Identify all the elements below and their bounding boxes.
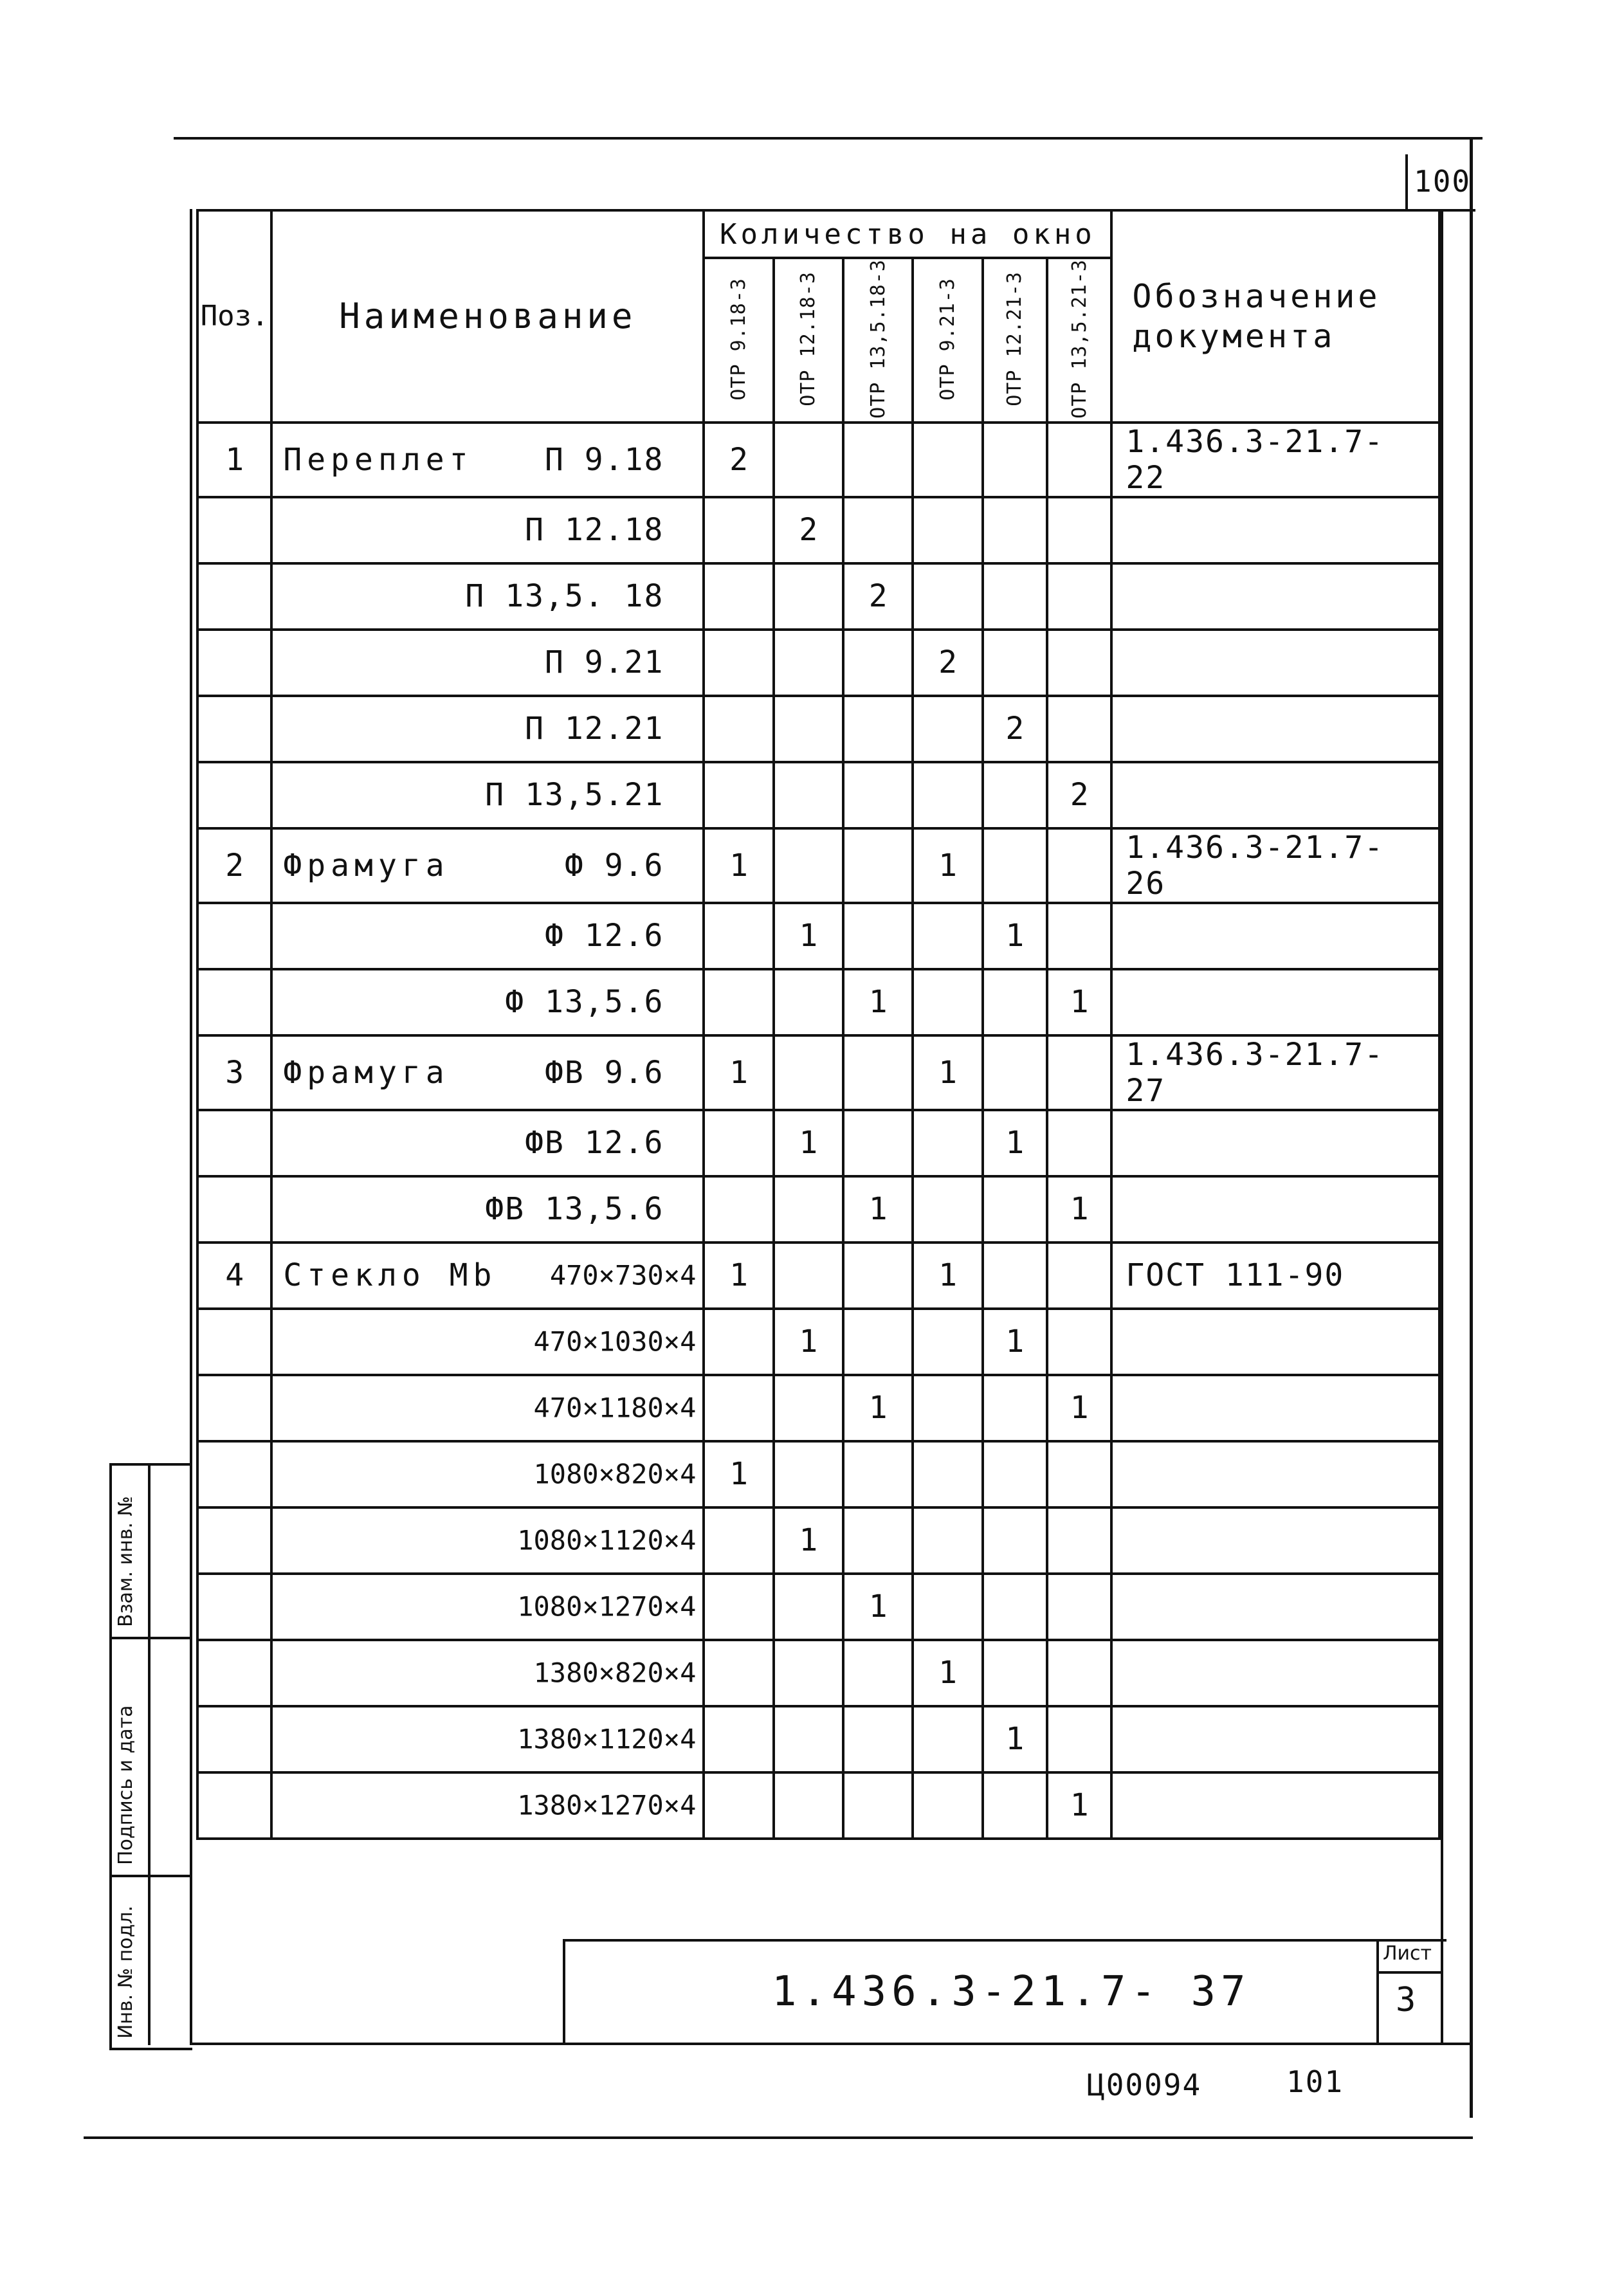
row-name <box>271 969 704 1035</box>
row-item-code: П 9.21 <box>545 644 664 681</box>
row-pos <box>197 630 271 696</box>
row-qty-4: 1 <box>913 1640 982 1706</box>
sheet-label-divider <box>1376 1971 1441 1974</box>
row-qty-5: 1 <box>983 1110 1047 1176</box>
row-qty-5 <box>983 762 1047 828</box>
table-row <box>197 497 1439 563</box>
row-qty-2 <box>774 1035 843 1110</box>
row-qty-2 <box>774 563 843 630</box>
header-designation <box>1111 210 1439 423</box>
row-qty-5 <box>983 1375 1047 1441</box>
row-qty-4 <box>913 1507 982 1574</box>
row-pos: 4 <box>197 1243 271 1309</box>
row-name <box>271 1772 704 1839</box>
row-qty-2 <box>774 423 843 497</box>
row-qty-1 <box>704 1507 773 1574</box>
row-doc <box>1111 1441 1439 1507</box>
row-pos <box>197 1309 271 1375</box>
row-qty-1: 1 <box>704 828 773 903</box>
frame-right-line <box>1470 137 1473 2118</box>
row-name <box>271 1574 704 1640</box>
row-pos <box>197 903 271 969</box>
row-qty-2 <box>774 1574 843 1640</box>
row-qty-4 <box>913 1772 982 1839</box>
row-doc <box>1111 563 1439 630</box>
row-qty-1 <box>704 903 773 969</box>
row-qty-2 <box>774 969 843 1035</box>
row-pos <box>197 1772 271 1839</box>
row-name-label: Стекло Мb <box>283 1257 497 1294</box>
row-doc <box>1111 1640 1439 1706</box>
row-qty-3 <box>843 762 913 828</box>
row-doc <box>1111 1706 1439 1772</box>
row-qty-4 <box>913 696 982 762</box>
header-designation-line2: документа <box>1132 317 1336 355</box>
row-qty-5 <box>983 423 1047 497</box>
row-qty-5 <box>983 1507 1047 1574</box>
row-qty-5: 1 <box>983 1706 1047 1772</box>
row-name-label: Фрамуга <box>283 1054 450 1091</box>
row-qty-2 <box>774 630 843 696</box>
header-col-4 <box>913 258 982 423</box>
row-name <box>271 1375 704 1441</box>
row-item-code: П 12.18 <box>525 512 664 549</box>
row-qty-3 <box>843 1441 913 1507</box>
row-qty-6 <box>1047 423 1111 497</box>
row-qty-1 <box>704 1706 773 1772</box>
row-qty-2: 1 <box>774 1110 843 1176</box>
row-name <box>271 903 704 969</box>
row-qty-1 <box>704 762 773 828</box>
footer-code: Ц00094 <box>1087 2068 1202 2102</box>
row-qty-5 <box>983 1772 1047 1839</box>
header-col-2 <box>774 258 843 423</box>
row-qty-1 <box>704 1110 773 1176</box>
sheet-number: 3 <box>1396 1981 1418 2019</box>
row-pos: 3 <box>197 1035 271 1110</box>
row-pos: 2 <box>197 828 271 903</box>
row-item-code: 1080×820×4 <box>533 1458 697 1490</box>
row-item-code: 1380×1270×4 <box>517 1789 697 1821</box>
sheet-label: Лист <box>1383 1942 1432 1965</box>
row-qty-1 <box>704 1772 773 1839</box>
inner-right-line <box>1441 209 1443 2045</box>
row-qty-3 <box>843 828 913 903</box>
row-doc <box>1111 696 1439 762</box>
row-doc <box>1111 762 1439 828</box>
header-col-6 <box>1047 258 1111 423</box>
row-item-code: Ф 12.6 <box>545 918 664 954</box>
row-qty-3 <box>843 1110 913 1176</box>
row-qty-4 <box>913 1706 982 1772</box>
row-pos <box>197 696 271 762</box>
row-qty-6: 2 <box>1047 762 1111 828</box>
row-qty-1 <box>704 630 773 696</box>
row-name <box>271 1507 704 1574</box>
row-pos <box>197 1176 271 1243</box>
row-name <box>271 1441 704 1507</box>
row-qty-4 <box>913 1441 982 1507</box>
row-item-code: 1080×1270×4 <box>517 1590 697 1623</box>
row-qty-5 <box>983 1640 1047 1706</box>
row-doc <box>1111 1110 1439 1176</box>
side-stamp-row-line <box>109 1637 190 1639</box>
row-qty-3 <box>843 497 913 563</box>
top-frame-line <box>174 137 1483 140</box>
row-doc <box>1111 1176 1439 1243</box>
specification-body <box>197 423 1439 1839</box>
row-qty-6 <box>1047 1507 1111 1574</box>
table-row <box>197 423 1439 497</box>
table-row <box>197 1640 1439 1706</box>
row-qty-4 <box>913 1309 982 1375</box>
row-qty-3 <box>843 1035 913 1110</box>
row-item-code: 1380×820×4 <box>533 1657 697 1689</box>
row-item-code: П 13,5. 18 <box>465 578 664 615</box>
row-doc: 1.436.3-21.7- 27 <box>1111 1035 1439 1110</box>
page-bottom-line <box>84 2136 1473 2139</box>
footer-number: 101 <box>1286 2064 1344 2099</box>
header-col-label: ОТР 9.21-3 <box>936 277 960 401</box>
row-qty-4 <box>913 969 982 1035</box>
row-pos <box>197 1574 271 1640</box>
row-name <box>271 762 704 828</box>
sheet-box-divider <box>1376 1939 1379 2043</box>
row-name <box>271 696 704 762</box>
side-label-inventory: Инв. № подл. <box>114 1906 137 2039</box>
row-qty-4 <box>913 1176 982 1243</box>
row-doc: 1.436.3-21.7- 26 <box>1111 828 1439 903</box>
row-qty-3 <box>843 1706 913 1772</box>
row-qty-5 <box>983 497 1047 563</box>
row-qty-6 <box>1047 630 1111 696</box>
row-name <box>271 563 704 630</box>
row-qty-4 <box>913 1375 982 1441</box>
side-label-replacement: Взам. инв. № <box>114 1496 137 1627</box>
row-qty-5 <box>983 828 1047 903</box>
row-pos <box>197 969 271 1035</box>
row-item-code: ФВ 9.6 <box>545 1054 664 1091</box>
row-qty-2 <box>774 1640 843 1706</box>
row-qty-4 <box>913 1574 982 1640</box>
row-qty-1 <box>704 1375 773 1441</box>
row-name <box>271 828 704 903</box>
row-qty-4: 1 <box>913 1243 982 1309</box>
row-item-code: П 13,5.21 <box>485 777 664 814</box>
side-stamp-row-line <box>109 1875 190 1877</box>
row-doc <box>1111 1309 1439 1375</box>
row-qty-3 <box>843 1772 913 1839</box>
row-qty-3 <box>843 423 913 497</box>
row-name <box>271 497 704 563</box>
row-item-code: 470×730×4 <box>549 1259 697 1291</box>
row-name-label: Переплет <box>283 441 473 478</box>
row-doc <box>1111 903 1439 969</box>
row-qty-3 <box>843 903 913 969</box>
row-qty-6 <box>1047 1640 1111 1706</box>
row-qty-6 <box>1047 828 1111 903</box>
table-row <box>197 762 1439 828</box>
row-qty-6 <box>1047 1110 1111 1176</box>
row-qty-2: 1 <box>774 1507 843 1574</box>
row-qty-3 <box>843 630 913 696</box>
row-item-code: П 9.18 <box>545 441 664 478</box>
row-qty-3 <box>843 1243 913 1309</box>
row-qty-5 <box>983 1176 1047 1243</box>
table-row <box>197 1375 1439 1441</box>
row-name <box>271 423 704 497</box>
row-qty-1 <box>704 696 773 762</box>
row-pos: 1 <box>197 423 271 497</box>
row-name <box>271 1309 704 1375</box>
row-name <box>271 1035 704 1110</box>
row-qty-3: 2 <box>843 563 913 630</box>
row-qty-5: 2 <box>983 696 1047 762</box>
table-row <box>197 1441 1439 1507</box>
row-pos <box>197 762 271 828</box>
table-row <box>197 563 1439 630</box>
specification-table <box>196 209 1441 1840</box>
row-qty-4: 1 <box>913 1035 982 1110</box>
table-row <box>197 1035 1439 1110</box>
row-qty-6 <box>1047 696 1111 762</box>
row-qty-2 <box>774 696 843 762</box>
row-item-code: П 12.21 <box>525 711 664 747</box>
row-qty-6 <box>1047 1243 1111 1309</box>
row-qty-6 <box>1047 1574 1111 1640</box>
row-pos <box>197 1640 271 1706</box>
row-qty-4: 1 <box>913 828 982 903</box>
row-qty-3: 1 <box>843 1574 913 1640</box>
row-pos <box>197 1507 271 1574</box>
row-qty-6 <box>1047 563 1111 630</box>
row-qty-4: 2 <box>913 630 982 696</box>
row-qty-2: 2 <box>774 497 843 563</box>
table-row <box>197 1176 1439 1243</box>
row-qty-1: 2 <box>704 423 773 497</box>
row-qty-1 <box>704 1176 773 1243</box>
row-name <box>271 1110 704 1176</box>
row-name <box>271 1706 704 1772</box>
side-stamp-divider <box>148 1463 151 2045</box>
row-name <box>271 630 704 696</box>
row-qty-6 <box>1047 1309 1111 1375</box>
row-qty-3: 1 <box>843 1375 913 1441</box>
row-qty-1 <box>704 1574 773 1640</box>
row-qty-2: 1 <box>774 903 843 969</box>
row-doc <box>1111 1375 1439 1441</box>
row-qty-2 <box>774 762 843 828</box>
row-qty-6 <box>1047 1035 1111 1110</box>
row-qty-1 <box>704 497 773 563</box>
row-qty-5 <box>983 1035 1047 1110</box>
row-qty-6 <box>1047 903 1111 969</box>
header-col-label: ОТР 12.21-3 <box>1003 271 1026 406</box>
header-quantity: Количество на окно <box>704 210 1111 258</box>
table-row <box>197 1110 1439 1176</box>
row-name <box>271 1640 704 1706</box>
header-designation-line1: Обозначение <box>1132 277 1381 315</box>
table-row <box>197 696 1439 762</box>
header-col-label: ОТР 13,5.18-3 <box>866 259 890 419</box>
row-qty-6: 1 <box>1047 1772 1111 1839</box>
row-qty-4 <box>913 903 982 969</box>
row-name-label: Фрамуга <box>283 847 450 884</box>
row-qty-5 <box>983 1243 1047 1309</box>
row-qty-6: 1 <box>1047 1176 1111 1243</box>
header-col-label: ОТР 9.18-3 <box>727 277 751 401</box>
row-doc <box>1111 497 1439 563</box>
row-doc: ГОСТ 111-90 <box>1111 1243 1439 1309</box>
row-item-code: 1380×1120×4 <box>517 1723 697 1755</box>
row-name <box>271 1176 704 1243</box>
header-col-5 <box>983 258 1047 423</box>
row-qty-3 <box>843 1309 913 1375</box>
header-col-label: ОТР 12.18-3 <box>797 271 820 406</box>
row-qty-4 <box>913 563 982 630</box>
row-doc <box>1111 1507 1439 1574</box>
row-qty-1 <box>704 969 773 1035</box>
row-qty-5: 1 <box>983 903 1047 969</box>
header-pos: Поз. <box>197 210 271 423</box>
row-item-code: Ф 13,5.6 <box>505 984 664 1021</box>
row-qty-4 <box>913 423 982 497</box>
table-row <box>197 1706 1439 1772</box>
row-qty-5 <box>983 1441 1047 1507</box>
row-qty-4 <box>913 762 982 828</box>
row-item-code: 470×1180×4 <box>533 1392 697 1424</box>
row-qty-4 <box>913 497 982 563</box>
row-qty-2 <box>774 828 843 903</box>
row-qty-2 <box>774 1706 843 1772</box>
row-doc <box>1111 1574 1439 1640</box>
row-qty-1: 1 <box>704 1441 773 1507</box>
row-qty-2: 1 <box>774 1309 843 1375</box>
row-item-code: ФВ 13,5.6 <box>485 1191 664 1228</box>
row-pos <box>197 1441 271 1507</box>
row-doc <box>1111 1772 1439 1839</box>
row-qty-1: 1 <box>704 1243 773 1309</box>
row-qty-5 <box>983 630 1047 696</box>
header-name: Наименование <box>271 210 704 423</box>
document-code: 1.436.3-21.7- 37 <box>772 1968 1251 2016</box>
row-pos <box>197 1110 271 1176</box>
row-qty-3: 1 <box>843 1176 913 1243</box>
row-pos <box>197 1706 271 1772</box>
row-qty-3 <box>843 696 913 762</box>
row-qty-1 <box>704 1309 773 1375</box>
side-label-signature: Подпись и дата <box>114 1705 137 1865</box>
row-item-code: ФВ 12.6 <box>525 1125 664 1161</box>
table-row <box>197 1507 1439 1574</box>
row-qty-1: 1 <box>704 1035 773 1110</box>
row-pos <box>197 497 271 563</box>
row-qty-2 <box>774 1243 843 1309</box>
row-qty-6: 1 <box>1047 969 1111 1035</box>
corner-number: 100 <box>1414 164 1472 199</box>
table-row <box>197 969 1439 1035</box>
row-qty-2 <box>774 1375 843 1441</box>
row-item-code: Ф 9.6 <box>564 847 664 884</box>
row-qty-6 <box>1047 1706 1111 1772</box>
row-doc <box>1111 969 1439 1035</box>
row-doc <box>1111 630 1439 696</box>
row-qty-3 <box>843 1507 913 1574</box>
row-qty-2 <box>774 1176 843 1243</box>
row-item-code: 1080×1120×4 <box>517 1524 697 1556</box>
row-name <box>271 1243 704 1309</box>
row-qty-2 <box>774 1772 843 1839</box>
row-qty-6: 1 <box>1047 1375 1111 1441</box>
table-row <box>197 1772 1439 1839</box>
row-qty-5: 1 <box>983 1309 1047 1375</box>
row-qty-3 <box>843 1640 913 1706</box>
row-doc: 1.436.3-21.7- 22 <box>1111 423 1439 497</box>
table-row <box>197 1574 1439 1640</box>
table-row <box>197 1309 1439 1375</box>
row-item-code: 470×1030×4 <box>533 1325 697 1358</box>
row-qty-1 <box>704 1640 773 1706</box>
row-qty-6 <box>1047 497 1111 563</box>
row-qty-2 <box>774 1441 843 1507</box>
table-row <box>197 903 1439 969</box>
table-row <box>197 630 1439 696</box>
header-col-label: ОТР 13,5.21-3 <box>1068 259 1091 419</box>
row-qty-1 <box>704 563 773 630</box>
row-qty-5 <box>983 1574 1047 1640</box>
row-pos <box>197 1375 271 1441</box>
header-col-3 <box>843 258 913 423</box>
header-col-1 <box>704 258 773 423</box>
row-pos <box>197 563 271 630</box>
row-qty-3: 1 <box>843 969 913 1035</box>
row-qty-5 <box>983 563 1047 630</box>
row-qty-6 <box>1047 1441 1111 1507</box>
table-row <box>197 828 1439 903</box>
row-qty-5 <box>983 969 1047 1035</box>
table-row <box>197 1243 1439 1309</box>
row-qty-4 <box>913 1110 982 1176</box>
